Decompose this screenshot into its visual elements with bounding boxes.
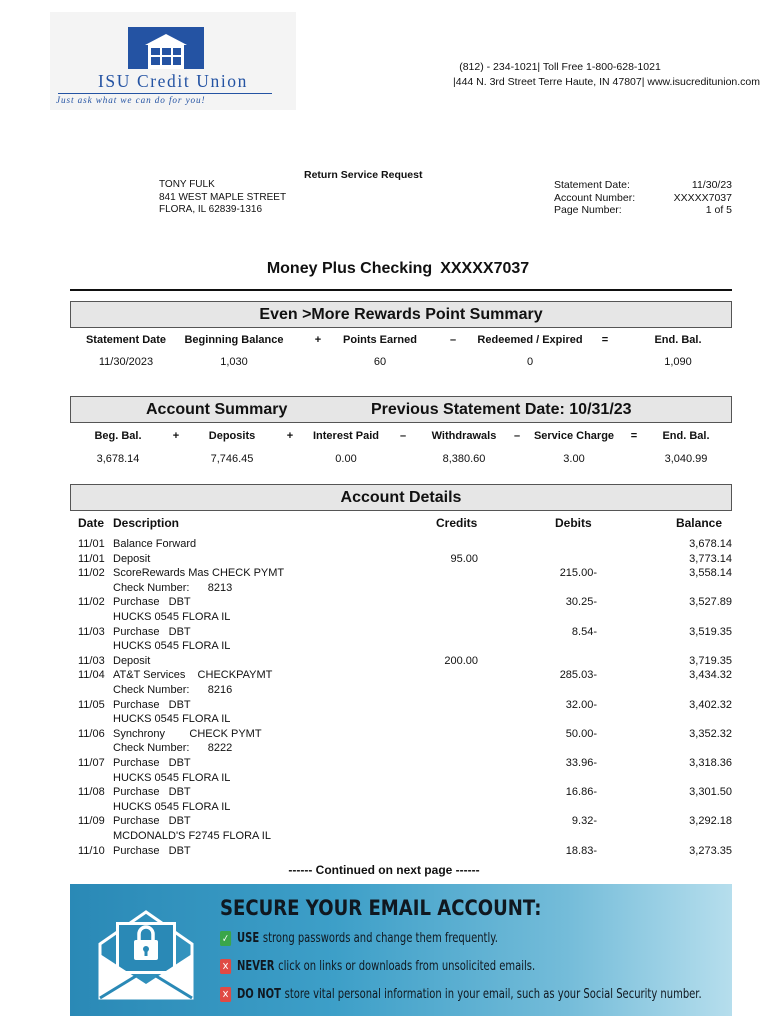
rewards-col-redeemed: Redeemed / Expired	[477, 334, 583, 346]
transaction-date: 11/09	[78, 815, 105, 828]
transaction-detail: HUCKS 0545 FLORA IL	[113, 640, 231, 653]
summary-op-plus-2: +	[286, 430, 294, 442]
customer-street: 841 WEST MAPLE STREET	[159, 191, 287, 203]
bank-logo	[50, 12, 296, 110]
transaction-detail: Check Number: 8216	[113, 683, 233, 696]
account-summary-bar	[70, 396, 732, 423]
rewards-col-beginning-balance: Beginning Balance	[184, 334, 284, 346]
account-number-label: Account Number:	[554, 191, 636, 204]
transaction-debit: 16.86-	[565, 786, 597, 799]
statement-info	[554, 179, 732, 217]
previous-statement-date: Previous Statement Date: 10/31/23	[371, 401, 632, 418]
transaction-description: Purchase DBT	[113, 698, 191, 711]
transaction-detail: HUCKS 0545 FLORA IL	[113, 610, 231, 623]
banner-tip	[220, 958, 535, 974]
rewards-op-plus: +	[314, 334, 322, 346]
transaction-balance: 3,318.36	[689, 757, 732, 769]
details-col-description: Description	[113, 516, 180, 530]
transaction-balance: 3,773.14	[689, 552, 732, 565]
summary-col-withdrawals: Withdrawals	[431, 430, 497, 442]
transaction-date: 11/02	[78, 567, 105, 580]
transaction-description: Purchase DBT	[113, 596, 191, 609]
summary-col-service-charge: Service Charge	[533, 430, 615, 442]
banner-tip	[220, 930, 498, 946]
check-icon: ✓	[220, 931, 231, 946]
rewards-summary-bar	[70, 301, 732, 328]
tip-text: strong passwords and change them frequently.	[262, 930, 498, 946]
rewards-op-minus: –	[449, 334, 457, 346]
summary-op-minus-1: –	[399, 430, 407, 442]
continued-notice: ------ Continued on next page ------	[288, 863, 480, 877]
transaction-detail: HUCKS 0545 FLORA IL	[113, 771, 231, 784]
account-details-bar	[70, 484, 732, 511]
return-service-request: Return Service Request	[304, 169, 423, 181]
summary-header-row	[70, 430, 732, 446]
customer-address	[159, 179, 286, 217]
banner-title: SECURE YOUR EMAIL ACCOUNT:	[220, 896, 542, 920]
account-summary-title: Account Summary	[146, 401, 288, 418]
rewards-redeemed: 0	[526, 356, 534, 368]
transaction-debit: 30.25-	[565, 596, 597, 609]
transaction-debit: 9.32-	[571, 815, 597, 828]
transaction-date: 11/05	[78, 698, 105, 711]
email-security-banner	[70, 884, 732, 1016]
transaction-debit: 18.83-	[565, 844, 597, 857]
transaction-credit: 200.00	[444, 654, 478, 667]
transaction-detail: HUCKS 0545 FLORA IL	[113, 800, 231, 813]
transaction-balance: 3,301.50	[689, 786, 732, 799]
email-lock-icon	[94, 898, 198, 1002]
rewards-col-points-earned: Points Earned	[343, 334, 417, 346]
transaction-description: Purchase DBT	[113, 757, 191, 769]
bank-contact	[360, 60, 760, 90]
summary-col-interest: Interest Paid	[312, 430, 380, 442]
summary-op-plus-1: +	[172, 430, 180, 442]
transaction-balance: 3,402.32	[689, 698, 732, 711]
customer-name: TONY FULK	[159, 179, 215, 190]
rewards-col-end-balance: End. Bal.	[654, 334, 702, 346]
summary-service-charge: 3.00	[563, 453, 585, 465]
transaction-description: Deposit	[113, 552, 151, 565]
x-icon: ✕	[220, 959, 231, 974]
page-number-label: Page Number:	[554, 204, 622, 216]
rewards-points-earned: 60	[373, 356, 387, 368]
summary-value-row	[70, 453, 732, 469]
details-col-debits: Debits	[555, 516, 592, 530]
summary-op-minus-2: –	[513, 430, 521, 442]
transaction-date: 11/10	[78, 844, 105, 857]
transaction-debit: 215.00-	[559, 567, 597, 580]
rewards-end-balance: 1,090	[664, 356, 692, 368]
transaction-debit: 33.96-	[565, 757, 597, 769]
summary-deposits: 7,746.45	[210, 453, 254, 465]
contact-address: |444 N. 3rd Street Terre Haute, IN 47807| www.isucreditunion.com	[453, 76, 760, 88]
transaction-debit: 50.00-	[565, 727, 597, 740]
logo-divider	[58, 93, 272, 94]
summary-interest: 0.00	[335, 453, 357, 465]
tip-keyword: NEVER	[237, 958, 275, 974]
transaction-description: Synchrony CHECK PYMT	[113, 727, 262, 740]
transaction-detail: HUCKS 0545 FLORA IL	[113, 713, 231, 726]
x-icon: ✕	[220, 987, 231, 1002]
rewards-col-statement-date: Statement Date	[85, 334, 167, 346]
transaction-debit: 285.03-	[559, 669, 597, 682]
rewards-beginning-balance: 1,030	[220, 356, 248, 368]
account-number: XXXXX7037	[673, 191, 732, 204]
transaction-detail: Check Number: 8222	[113, 742, 233, 755]
banner-tip	[220, 986, 702, 1002]
summary-col-beg-bal: Beg. Bal.	[94, 430, 142, 442]
transaction-date: 11/03	[78, 654, 105, 667]
rewards-header-row	[70, 334, 732, 350]
details-header-row	[70, 516, 732, 532]
transaction-description: Balance Forward	[113, 538, 197, 550]
summary-op-equals: =	[630, 430, 638, 442]
summary-col-end-bal: End. Bal.	[662, 430, 710, 442]
tip-text: store vital personal information in your email, such as your Social Security number.	[284, 986, 702, 1002]
bank-tagline: Just ask what we can do for you!	[56, 95, 206, 105]
bank-name: ISU Credit Union	[97, 71, 249, 91]
transaction-balance: 3,434.32	[689, 669, 732, 682]
details-col-balance: Balance	[675, 516, 722, 530]
transaction-debit: 32.00-	[565, 698, 597, 711]
transaction-date: 11/01	[78, 552, 105, 565]
statement-date-label: Statement Date:	[554, 179, 630, 191]
details-col-date: Date	[78, 516, 105, 530]
transaction-balance: 3,352.32	[689, 727, 732, 740]
rewards-summary-title: Even >More Rewards Point Summary	[259, 306, 543, 323]
transaction-description: Deposit	[113, 654, 151, 667]
transaction-date: 11/04	[78, 669, 105, 682]
transaction-balance: 3,292.18	[689, 815, 732, 828]
customer-city: FLORA, IL 62839-1316	[159, 204, 263, 215]
account-details-title: Account Details	[340, 489, 462, 506]
page-number: 1 of 5	[705, 204, 732, 216]
transaction-description: AT&T Services CHECKPAYMT	[113, 669, 273, 682]
summary-beg-bal: 3,678.14	[96, 453, 140, 465]
transaction-date: 11/06	[78, 727, 105, 740]
tip-keyword: DO NOT	[237, 986, 281, 1002]
account-title	[0, 260, 768, 278]
transaction-debit: 8.54-	[571, 625, 597, 638]
transaction-date: 11/07	[78, 757, 105, 769]
transaction-description: Purchase DBT	[113, 625, 191, 638]
transaction-detail: Check Number: 8213	[113, 581, 233, 594]
rewards-op-equals: =	[601, 334, 609, 346]
summary-end-bal: 3,040.99	[664, 453, 708, 465]
rewards-value-row	[70, 356, 732, 372]
transaction-date: 11/01	[78, 538, 105, 550]
transaction-description: ScoreRewards Mas CHECK PYMT	[113, 567, 285, 580]
title-divider	[70, 289, 732, 291]
rewards-statement-date: 11/30/2023	[98, 356, 154, 368]
contact-phone: (812) - 234-1021| Toll Free 1-800-628-1021	[459, 61, 661, 73]
transaction-balance: 3,558.14	[689, 567, 732, 580]
transaction-detail: MCDONALD'S F2745 FLORA IL	[113, 829, 271, 842]
summary-col-deposits: Deposits	[208, 430, 256, 442]
transaction-balance: 3,678.14	[689, 538, 732, 550]
transaction-balance: 3,719.35	[689, 654, 732, 667]
transaction-balance: 3,519.35	[689, 625, 732, 638]
transaction-date: 11/08	[78, 786, 105, 799]
transaction-description: Purchase DBT	[113, 815, 191, 828]
transaction-description: Purchase DBT	[113, 844, 191, 857]
account-title-number: XXXXX7037	[440, 260, 530, 277]
tip-text: click on links or downloads from unsolicited emails.	[278, 958, 536, 974]
transaction-credit: 95.00	[450, 552, 478, 565]
summary-withdrawals: 8,380.60	[442, 453, 486, 465]
transaction-date: 11/02	[78, 596, 105, 609]
transaction-balance: 3,527.89	[689, 596, 732, 609]
transaction-description: Purchase DBT	[113, 786, 191, 799]
transaction-balance: 3,273.35	[689, 844, 732, 857]
details-col-credits: Credits	[436, 516, 478, 530]
tip-keyword: USE	[237, 930, 260, 946]
statement-date: 11/30/23	[691, 179, 732, 191]
account-type: Money Plus Checking	[266, 260, 433, 277]
transaction-date: 11/03	[78, 625, 105, 638]
